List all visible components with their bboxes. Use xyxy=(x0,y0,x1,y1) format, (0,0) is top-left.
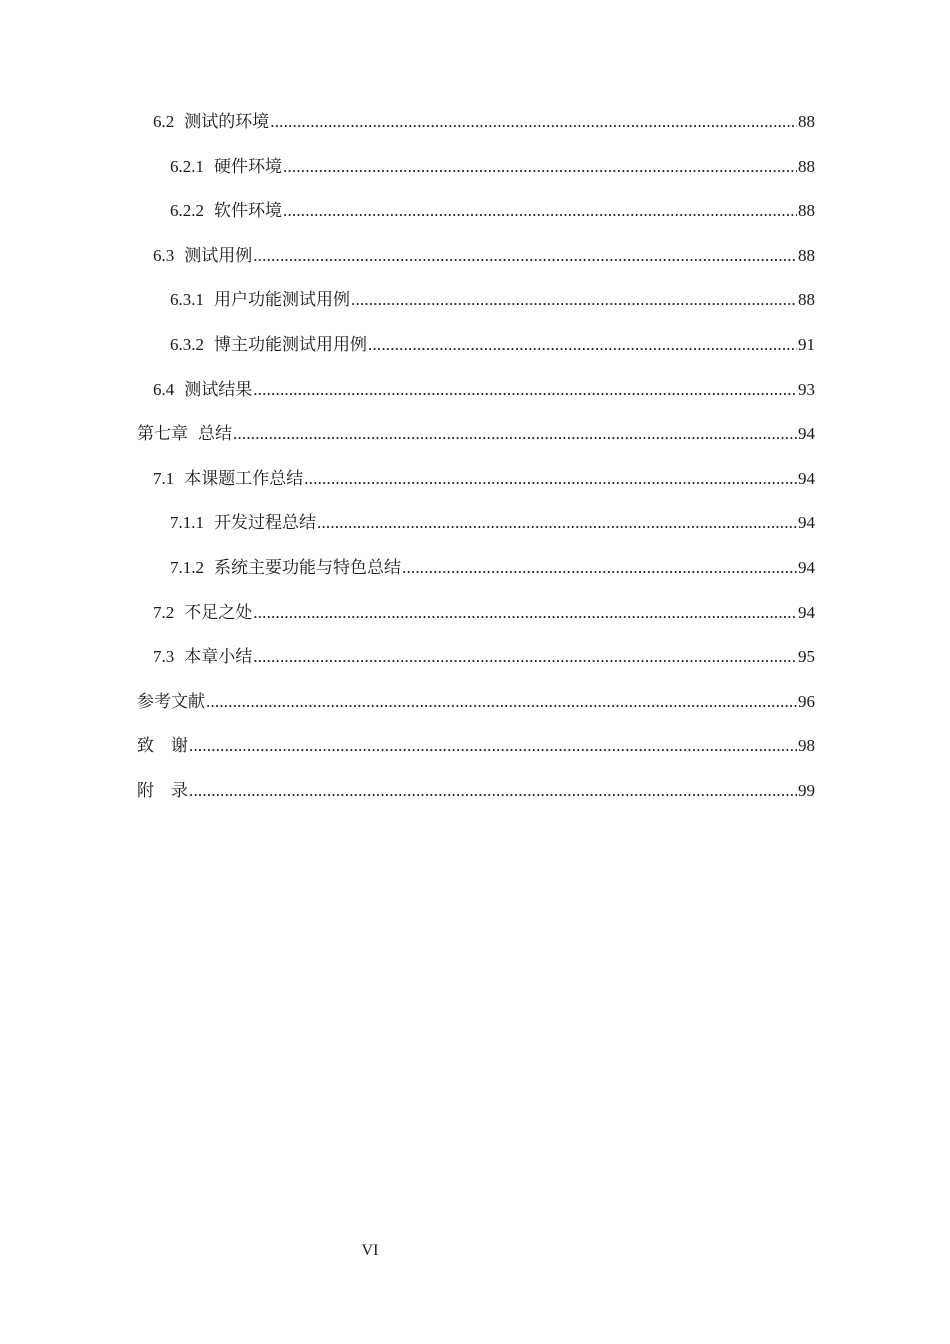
toc-entry-title: 本课题工作总结 xyxy=(184,468,304,488)
toc-entry[interactable] xyxy=(137,419,815,464)
toc-entry-page: 88 xyxy=(798,112,815,131)
toc-entry[interactable] xyxy=(137,598,815,643)
toc-entry-page: 88 xyxy=(798,290,815,310)
dot-leader xyxy=(253,598,797,628)
toc-entry-title: 测试用例 xyxy=(184,245,253,265)
dot-leader xyxy=(351,285,797,315)
toc-entry[interactable] xyxy=(137,464,815,509)
toc-entry-page: 94 xyxy=(798,468,815,488)
toc-entry-page: 94 xyxy=(798,602,815,622)
toc-entry-page: 88 xyxy=(798,201,815,221)
toc-entry[interactable] xyxy=(137,553,815,598)
toc-entry-title: 本章小结 xyxy=(184,647,253,667)
toc-entry-title: 用户功能测试用例 xyxy=(214,290,350,310)
toc-entry-page: 93 xyxy=(798,379,815,399)
toc-entry-title: 致 谢 xyxy=(137,736,188,756)
toc-entry-title: 参考文献 xyxy=(137,691,205,711)
toc-entry[interactable] xyxy=(137,285,815,330)
dot-leader xyxy=(283,196,797,226)
toc-entry-title: 硬件环境 xyxy=(214,156,282,176)
toc-entry[interactable] xyxy=(137,330,815,375)
toc-entry-number: 6.2.1 xyxy=(170,156,204,176)
table-of-contents xyxy=(137,107,815,821)
dot-leader xyxy=(189,776,797,806)
toc-entry-number: 第七章 xyxy=(137,424,188,444)
toc-entry-page: 88 xyxy=(798,156,815,176)
toc-entry-number: 6.2.2 xyxy=(170,201,204,221)
toc-entry-title: 不足之处 xyxy=(184,602,253,622)
toc-entry-number: 6.3.2 xyxy=(170,334,204,354)
toc-entry-number: 7.2 xyxy=(153,602,175,622)
toc-entry-number: 6.3 xyxy=(153,245,175,265)
toc-entry-page: 94 xyxy=(798,513,815,533)
toc-entry-title: 博主功能测试用用例 xyxy=(214,334,367,354)
dot-leader xyxy=(368,330,797,360)
toc-entry-title: 软件环境 xyxy=(214,201,282,221)
toc-entry-page: 98 xyxy=(798,736,815,756)
dot-leader xyxy=(317,508,797,538)
toc-entry[interactable] xyxy=(137,241,815,286)
dot-leader xyxy=(206,687,797,717)
toc-entry-number: 6.3.1 xyxy=(170,290,204,310)
toc-entry-title: 附 录 xyxy=(137,780,188,800)
dot-leader xyxy=(402,553,797,583)
dot-leader xyxy=(189,731,797,761)
toc-entry-page: 88 xyxy=(798,245,815,265)
toc-entry-page: 96 xyxy=(798,691,815,711)
dot-leader xyxy=(253,241,797,271)
dot-leader xyxy=(253,375,797,405)
dot-leader xyxy=(304,464,797,494)
toc-entry[interactable] xyxy=(137,107,815,152)
toc-entry-page: 95 xyxy=(798,647,815,667)
toc-entry[interactable] xyxy=(137,152,815,197)
toc-entry-number: 6.4 xyxy=(153,379,175,399)
toc-entry-title: 测试结果 xyxy=(184,379,253,399)
toc-entry-page: 99 xyxy=(798,780,815,800)
toc-entry-title: 总结 xyxy=(198,424,232,444)
toc-entry[interactable] xyxy=(137,508,815,553)
toc-entry[interactable] xyxy=(137,687,815,732)
dot-leader xyxy=(283,152,797,182)
toc-entry[interactable] xyxy=(137,196,815,241)
toc-entry[interactable] xyxy=(137,731,815,776)
toc-entry-title: 系统主要功能与特色总结 xyxy=(214,557,401,577)
toc-entry[interactable] xyxy=(137,642,815,687)
toc-entry[interactable] xyxy=(137,776,815,821)
toc-entry-page: 94 xyxy=(798,557,815,577)
toc-entry-number: 7.1.2 xyxy=(170,557,204,577)
dot-leader xyxy=(233,419,797,449)
toc-entry-title: 测试的环境 xyxy=(184,112,270,131)
toc-entry-number: 7.3 xyxy=(153,647,175,667)
page-number: VI xyxy=(361,1242,379,1259)
dot-leader xyxy=(253,642,797,672)
toc-entry-number: 6.2 xyxy=(153,112,175,131)
toc-entry-number: 7.1.1 xyxy=(170,513,204,533)
toc-entry[interactable] xyxy=(137,375,815,420)
toc-entry-title: 开发过程总结 xyxy=(214,513,316,533)
toc-entry-page: 91 xyxy=(798,334,815,354)
toc-entry-page: 94 xyxy=(798,424,815,444)
toc-entry-number: 7.1 xyxy=(153,468,175,488)
dot-leader xyxy=(270,107,797,137)
